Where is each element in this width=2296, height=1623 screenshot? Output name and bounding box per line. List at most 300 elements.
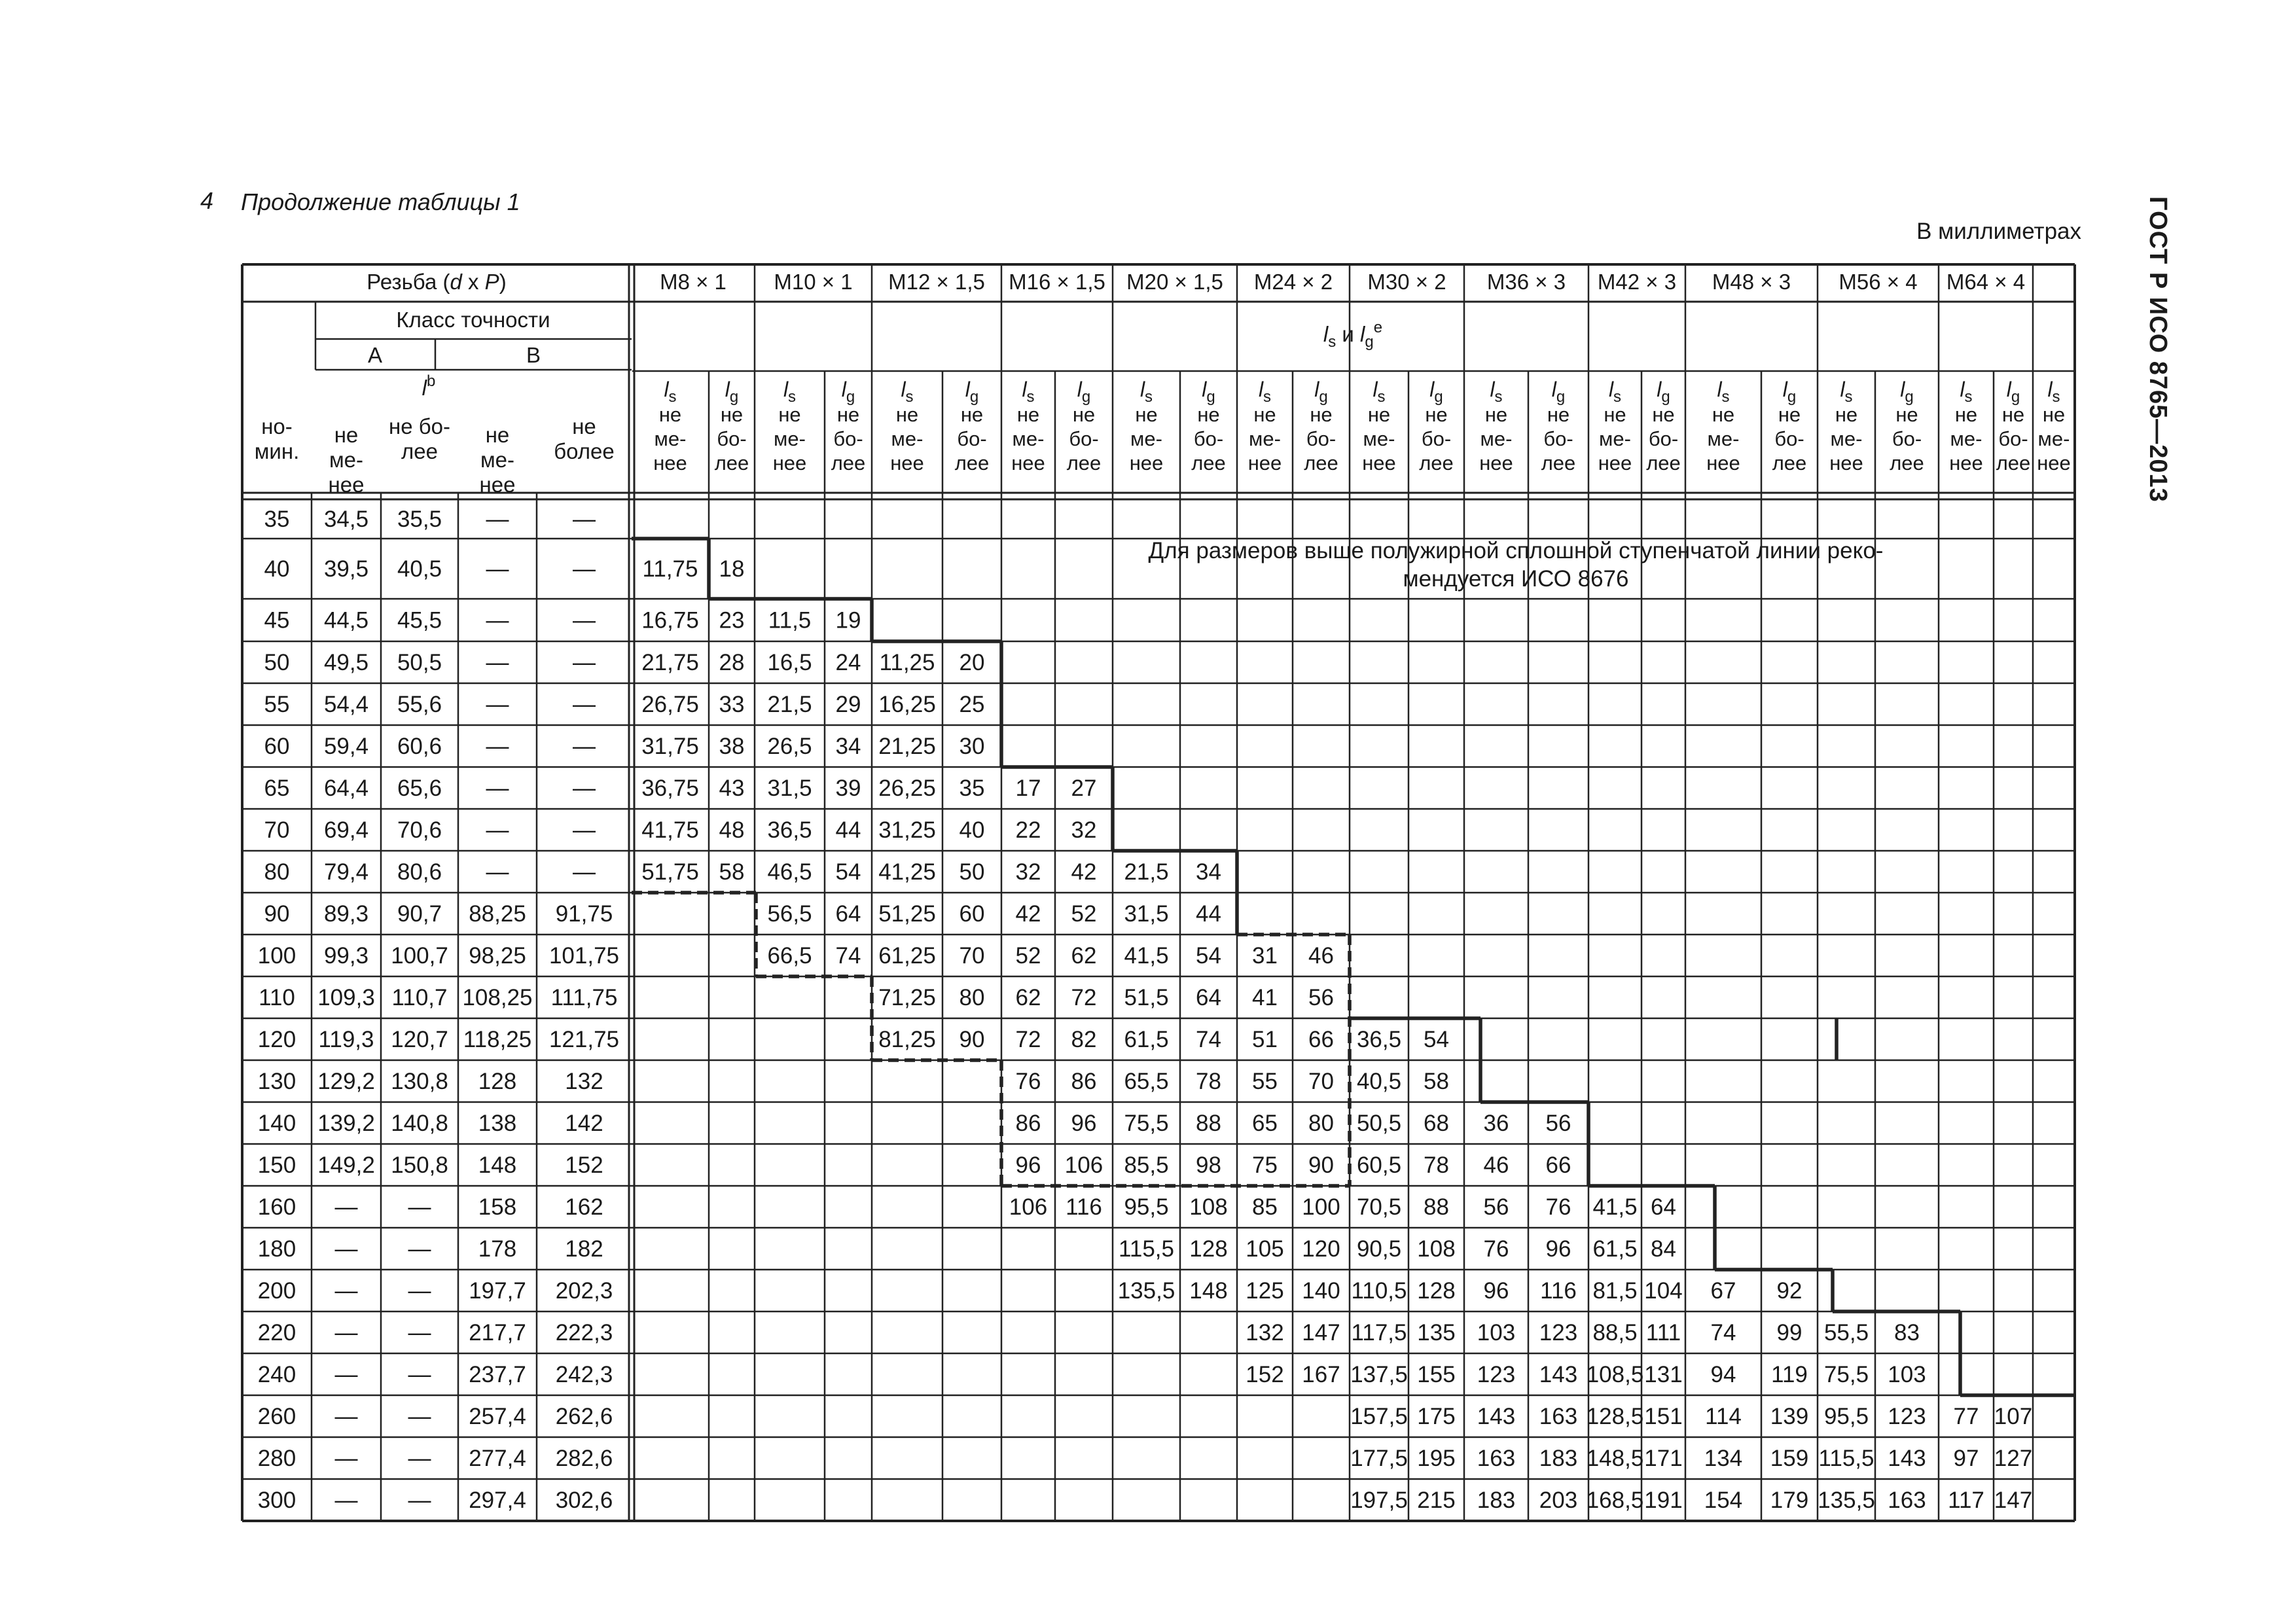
cell-value: 163 (1539, 1404, 1578, 1429)
cell-value: 179 (1770, 1488, 1809, 1513)
cell-value: — (408, 1404, 431, 1429)
ls-subheader: $l_s$ (1717, 378, 1730, 406)
cell-value: 88,5 (1592, 1320, 1638, 1346)
cell-value: 46 (1308, 943, 1334, 969)
cell-value: 242,3 (555, 1362, 613, 1387)
subheader-text: ме- (1012, 427, 1045, 450)
subheader-text: не (836, 403, 860, 426)
nominal-length: 80 (264, 859, 290, 885)
nominal-length: 70 (264, 817, 290, 843)
cell-value: — (408, 1194, 431, 1220)
cell-value: 159 (1770, 1446, 1809, 1471)
cell-value: 19 (835, 607, 861, 633)
subheader-text: лее (1066, 452, 1102, 474)
cell-value: 72 (1071, 985, 1097, 1010)
left-col-header-5: не (572, 414, 596, 438)
cell-value: 86 (1071, 1069, 1097, 1094)
cell-value: 154 (1704, 1488, 1743, 1513)
cell-value: 88 (1196, 1111, 1221, 1136)
cell-value: 70,5 (1356, 1194, 1402, 1220)
subheader-text: бо- (1998, 427, 2028, 450)
cell-value: 77 (1953, 1404, 1979, 1429)
cell-value: 21,5 (1124, 859, 1169, 885)
cell-value: — (486, 556, 509, 582)
ls-lg-header: $l_s$ и $l_g^e$ (1323, 319, 1383, 351)
cell-value: 100 (1302, 1194, 1340, 1220)
lg-subheader: $l_g$ (725, 378, 739, 406)
cell-value: 62 (1015, 985, 1041, 1010)
cell-value: 48 (719, 817, 745, 843)
cell-value: 45,5 (397, 607, 442, 633)
cell-value: 297,4 (469, 1488, 526, 1513)
cell-value: 46 (1483, 1152, 1509, 1178)
cell-value: 70 (1308, 1069, 1334, 1094)
subheader-text: не (1425, 403, 1448, 426)
cell-value: — (408, 1320, 431, 1346)
cell-value: 72 (1015, 1027, 1041, 1052)
cell-value: 143 (1477, 1404, 1516, 1429)
left-col-header-4: не (485, 423, 510, 447)
cell-value: 30 (959, 734, 985, 759)
cell-value: 81,25 (878, 1027, 936, 1052)
cell-value: 82 (1071, 1027, 1097, 1052)
cell-value: 58 (1424, 1069, 1449, 1094)
cell-value: 65,6 (397, 776, 442, 801)
subheader-text: не (1253, 403, 1276, 426)
nominal-length: 65 (264, 776, 290, 801)
cell-value: 139 (1770, 1404, 1809, 1429)
subheader-text: не (720, 403, 744, 426)
cell-value: 54 (835, 859, 861, 885)
subheader-text: ме- (891, 427, 924, 450)
cell-value: 84 (1651, 1236, 1676, 1262)
cell-value: 148 (478, 1152, 517, 1178)
cell-value: 52 (1015, 943, 1041, 969)
subheader-text: ме- (1950, 427, 1982, 450)
cell-value: 127 (1994, 1446, 2033, 1471)
cell-value: 162 (565, 1194, 603, 1220)
cell-value: 26,5 (767, 734, 812, 759)
cell-value: 65,5 (1124, 1069, 1169, 1094)
thread-size-9: M42 × 3 (1597, 270, 1677, 294)
cell-value: 74 (835, 943, 861, 969)
cell-value: 96 (1483, 1278, 1509, 1304)
subheader-text: лее (1541, 452, 1576, 474)
thread-size-3: M12 × 1,5 (888, 270, 985, 294)
cell-value: 171 (1644, 1446, 1683, 1471)
cell-value: 54,4 (323, 692, 369, 717)
cell-value: 11,75 (642, 556, 698, 582)
ls-subheader: $l_s$ (901, 378, 914, 406)
cell-value: 132 (1246, 1320, 1284, 1346)
table-cells (255, 270, 2071, 1513)
cell-value: — (408, 1488, 431, 1513)
cell-value: 61,5 (1592, 1236, 1638, 1262)
nominal-length: 140 (257, 1111, 296, 1136)
cell-value: 128,5 (1586, 1404, 1644, 1429)
cell-value: 202,3 (555, 1278, 613, 1304)
cell-value: 26,25 (878, 776, 936, 801)
cell-value: 55,5 (1823, 1320, 1869, 1346)
subheader-text: не (2042, 403, 2066, 426)
cell-value: 103 (1888, 1362, 1926, 1387)
cell-value: 60,6 (397, 734, 442, 759)
cell-value: 66,5 (767, 943, 812, 969)
cell-value: 100,7 (391, 943, 448, 969)
cell-value: 163 (1888, 1488, 1926, 1513)
subheader-text: бо- (1774, 427, 1804, 450)
cell-value: 90 (959, 1027, 985, 1052)
cell-value: 41,5 (1124, 943, 1169, 969)
cell-value: 16,25 (878, 692, 936, 717)
thread-size-8: M36 × 3 (1486, 270, 1566, 294)
thread-header: Резьба (d x P) (367, 270, 507, 294)
cell-value: 76 (1015, 1069, 1041, 1094)
cell-value: 128 (478, 1069, 517, 1094)
cell-value: 117 (1948, 1488, 1984, 1513)
cell-value: 58 (719, 859, 745, 885)
cell-value: 197,7 (469, 1278, 526, 1304)
cell-value: 197,5 (1350, 1488, 1408, 1513)
cell-value: 143 (1888, 1446, 1926, 1471)
cell-value: 123 (1888, 1404, 1926, 1429)
cell-value: — (573, 507, 596, 532)
cell-value: 96 (1545, 1236, 1571, 1262)
subheader-text: не (658, 403, 682, 426)
cell-value: 128 (1189, 1236, 1228, 1262)
cell-value: 40,5 (1356, 1069, 1402, 1094)
cell-value: 142 (565, 1111, 603, 1136)
lg-subheader: $l_g$ (2006, 378, 2020, 406)
cell-value: 31,5 (1124, 901, 1169, 927)
cell-value: 69,4 (323, 817, 369, 843)
cell-value: 43 (719, 776, 745, 801)
cell-value: 44,5 (323, 607, 369, 633)
cell-value: 135,5 (1818, 1488, 1875, 1513)
subheader-text: бо- (833, 427, 863, 450)
cell-value: 83 (1894, 1320, 1920, 1346)
cell-value: 21,25 (878, 734, 936, 759)
cell-value: 64,4 (323, 776, 369, 801)
cell-value: 157,5 (1350, 1404, 1408, 1429)
lg-subheader: $l_g$ (1782, 378, 1797, 406)
cell-value: — (573, 859, 596, 885)
subheader-text: нее (1479, 452, 1513, 474)
cell-value: — (573, 692, 596, 717)
lg-subheader: $l_g$ (1657, 378, 1670, 406)
cell-value: 42 (1015, 901, 1041, 927)
cell-value: 81,5 (1592, 1278, 1638, 1304)
cell-value: 168,5 (1586, 1488, 1644, 1513)
cell-value: 54 (1196, 943, 1221, 969)
subheader-text: нее (772, 452, 807, 474)
cell-value: 149,2 (317, 1152, 375, 1178)
cell-value: — (486, 776, 509, 801)
thread-size-4: M16 × 1,5 (1009, 270, 1105, 294)
subheader-text: нее (1362, 452, 1396, 474)
cell-value: 85,5 (1124, 1152, 1169, 1178)
cell-value: 95,5 (1124, 1194, 1169, 1220)
cell-value: 51,75 (641, 859, 699, 885)
subheader-text: ме- (774, 427, 806, 450)
subheader-text: нее (1598, 452, 1632, 474)
thread-size-6: M24 × 2 (1253, 270, 1333, 294)
subheader-text: нее (890, 452, 924, 474)
cell-value: — (408, 1362, 431, 1387)
subheader-text: лее (1890, 452, 1924, 474)
cell-value: 175 (1417, 1404, 1456, 1429)
nominal-length: 90 (264, 901, 290, 927)
subheader-text: не (1072, 403, 1096, 426)
subheader-text: нее (1829, 452, 1863, 474)
cell-value: 99 (1776, 1320, 1803, 1346)
cell-value: 86 (1015, 1111, 1041, 1136)
subheader-text: не (778, 403, 801, 426)
nominal-length: 220 (257, 1320, 296, 1346)
cell-value: 64 (835, 901, 861, 927)
cell-value: 158 (478, 1194, 517, 1220)
cell-value: 21,75 (641, 650, 699, 675)
ls-subheader: $l_s$ (664, 378, 677, 406)
cell-value: 25 (959, 692, 985, 717)
cell-value: 50 (959, 859, 985, 885)
cell-value: 203 (1539, 1488, 1578, 1513)
cell-value: — (334, 1488, 358, 1513)
cell-value: 17 (1015, 776, 1041, 801)
cell-value: 120 (1302, 1236, 1340, 1262)
cell-value: 16,5 (767, 650, 812, 675)
cell-value: 89,3 (323, 901, 369, 927)
cell-value: 129,2 (317, 1069, 375, 1094)
nominal-length: 50 (264, 650, 290, 675)
cell-value: 34,5 (323, 507, 369, 532)
cell-value: 68 (1424, 1111, 1449, 1136)
nominal-length: 180 (257, 1236, 296, 1262)
cell-value: 21,5 (767, 692, 812, 717)
cell-value: 39,5 (323, 556, 369, 582)
cell-value: 32 (1071, 817, 1097, 843)
ls-subheader: $l_s$ (1258, 378, 1272, 406)
subheader-text: ме- (1480, 427, 1513, 450)
thread-size-11: M56 × 4 (1839, 270, 1918, 294)
lg-subheader: $l_g$ (1551, 378, 1566, 406)
cell-value: 163 (1477, 1446, 1516, 1471)
subheader-text: не (1895, 403, 1918, 426)
cell-value: 262,6 (555, 1404, 613, 1429)
cell-value: — (486, 859, 509, 885)
subheader-text: ме- (1363, 427, 1395, 450)
thread-size-7: M30 × 2 (1367, 270, 1446, 294)
cell-value: 71,25 (878, 985, 936, 1010)
cell-value: 22 (1015, 817, 1041, 843)
subheader-text: лее (1772, 452, 1807, 474)
cell-value: 107 (1994, 1404, 2033, 1429)
cell-value: — (573, 650, 596, 675)
subheader-text: не (1604, 403, 1626, 426)
cell-value: 117,5 (1351, 1320, 1407, 1346)
cell-value: — (408, 1278, 431, 1304)
cell-value: 237,7 (469, 1362, 526, 1387)
cell-value: 50,5 (1356, 1111, 1402, 1136)
ls-subheader: $l_s$ (1840, 378, 1853, 406)
subheader-text: ме- (2037, 427, 2070, 450)
cell-value: 282,6 (555, 1446, 613, 1471)
cell-value: 70,6 (397, 817, 442, 843)
cell-value: 11,5 (768, 607, 812, 633)
cell-value: 40,5 (397, 556, 442, 582)
ls-subheader: $l_s$ (1372, 378, 1386, 406)
cell-value: 51 (1252, 1027, 1278, 1052)
cell-value: 75,5 (1823, 1362, 1869, 1387)
cell-value: 148,5 (1586, 1446, 1644, 1471)
class-b-header: B (526, 343, 541, 367)
cell-value: 34 (835, 734, 861, 759)
cell-value: 11,25 (879, 650, 935, 675)
nominal-length: 60 (264, 734, 290, 759)
subheader-text: лее (831, 452, 866, 474)
cell-value: 94 (1710, 1362, 1736, 1387)
nominal-length: 130 (257, 1069, 296, 1094)
nominal-length: 40 (264, 556, 290, 582)
left-col-header-2: не (334, 423, 359, 447)
cell-value: — (486, 734, 509, 759)
left-col-header-4: нее (479, 473, 516, 497)
cell-value: 90,7 (397, 901, 442, 927)
subheader-text: не (1712, 403, 1735, 426)
cell-value: 95,5 (1823, 1404, 1869, 1429)
left-col-header-3: не бо- (389, 414, 450, 438)
cell-value: 80,6 (397, 859, 442, 885)
nominal-length: 45 (264, 607, 290, 633)
cell-value: 60 (959, 901, 985, 927)
cell-value: 44 (1196, 901, 1221, 927)
cell-value: — (573, 817, 596, 843)
accuracy-class-header: Класс точности (396, 308, 550, 332)
cell-value: 60,5 (1356, 1152, 1402, 1178)
cell-value: 26,75 (641, 692, 699, 717)
cell-value: 135,5 (1117, 1278, 1175, 1304)
cell-value: 66 (1308, 1027, 1334, 1052)
cell-value: 111 (1645, 1320, 1681, 1346)
cell-value: 49,5 (323, 650, 369, 675)
cell-value: 42 (1071, 859, 1097, 885)
ls-subheader: $l_s$ (1490, 378, 1503, 406)
lg-subheader: $l_g$ (1429, 378, 1443, 406)
cell-value: 140,8 (391, 1111, 448, 1136)
ls-subheader: $l_s$ (1608, 378, 1622, 406)
cell-value: 116 (1066, 1194, 1102, 1220)
subheader-text: ме- (1707, 427, 1740, 450)
subheader-text: не (1954, 403, 1978, 426)
subheader-text: нее (1011, 452, 1045, 474)
lg-subheader: $l_g$ (841, 378, 855, 406)
cell-value: 257,4 (469, 1404, 526, 1429)
cell-value: 135 (1417, 1320, 1456, 1346)
cell-value: 183 (1477, 1488, 1516, 1513)
cell-value: 88,25 (469, 901, 526, 927)
cell-value: 155 (1417, 1362, 1456, 1387)
subheader-text: лее (954, 452, 990, 474)
cell-value: 61,25 (878, 943, 936, 969)
thread-size-2: M10 × 1 (774, 270, 853, 294)
lg-subheader: $l_g$ (1900, 378, 1914, 406)
lg-subheader: $l_g$ (1202, 378, 1215, 406)
cell-value: 138 (478, 1111, 517, 1136)
cell-value: — (573, 734, 596, 759)
subheader-text: не (1135, 403, 1158, 426)
subheader-text: лее (714, 452, 749, 474)
cell-value: 118,25 (463, 1027, 532, 1052)
cell-value: 54 (1424, 1027, 1449, 1052)
recommendation-note: Для размеров выше полужирной сплошной ступенчатой линии реко-мендуется ИСО 8676 (1148, 538, 1884, 592)
subheader-text: нее (1949, 452, 1983, 474)
cell-value: 182 (565, 1236, 603, 1262)
cell-value: 90 (1308, 1152, 1334, 1178)
cell-value: 92 (1776, 1278, 1803, 1304)
cell-value: 108,5 (1586, 1362, 1644, 1387)
subheader-text: не (1310, 403, 1333, 426)
subheader-text: бо- (1892, 427, 1922, 450)
cell-value: 41 (1252, 985, 1278, 1010)
cell-value: 116 (1540, 1278, 1577, 1304)
cell-value: 31 (1252, 943, 1278, 969)
cell-value: — (334, 1362, 358, 1387)
ls-subheader: $l_s$ (1960, 378, 1973, 406)
cell-value: 131 (1644, 1362, 1683, 1387)
thread-size-5: M20 × 1,5 (1126, 270, 1223, 294)
cell-value: 78 (1196, 1069, 1221, 1094)
cell-value: 74 (1710, 1320, 1736, 1346)
cell-value: — (573, 607, 596, 633)
cell-value: 183 (1539, 1446, 1578, 1471)
lg-subheader: $l_g$ (965, 378, 979, 406)
cell-value: 76 (1483, 1236, 1509, 1262)
subheader-text: не (1197, 403, 1220, 426)
cell-value: 35,5 (397, 507, 442, 532)
subheader-text: ме- (1249, 427, 1281, 450)
nominal-length: 35 (264, 507, 290, 532)
cell-value: 70 (959, 943, 985, 969)
l-header: $l^b$ (422, 372, 436, 400)
cell-value: 103 (1477, 1320, 1516, 1346)
cell-value: 106 (1009, 1194, 1048, 1220)
cell-value: 191 (1644, 1488, 1683, 1513)
cell-value: — (486, 650, 509, 675)
subheader-text: бо- (1306, 427, 1336, 450)
cell-value: — (486, 817, 509, 843)
cell-value: 132 (565, 1069, 603, 1094)
lg-subheader: $l_g$ (1314, 378, 1328, 406)
cell-value: 147 (1994, 1488, 2033, 1513)
cell-value: 114 (1705, 1404, 1742, 1429)
cell-value: 167 (1302, 1362, 1340, 1387)
cell-value: 101,75 (548, 943, 620, 969)
cell-value: 106 (1064, 1152, 1103, 1178)
cell-value: 78 (1424, 1152, 1449, 1178)
cell-value: 119 (1771, 1362, 1808, 1387)
subheader-text: лее (1996, 452, 2031, 474)
subheader-text: бо- (957, 427, 987, 450)
cell-value: 147 (1302, 1320, 1340, 1346)
nominal-length: 160 (257, 1194, 296, 1220)
subheader-text: нее (1706, 452, 1740, 474)
cell-value: 76 (1545, 1194, 1571, 1220)
cell-value: 64 (1196, 985, 1221, 1010)
cell-value: 74 (1196, 1027, 1221, 1052)
cell-value: 56 (1308, 985, 1334, 1010)
subheader-text: бо- (1543, 427, 1573, 450)
cell-value: 27 (1071, 776, 1097, 801)
